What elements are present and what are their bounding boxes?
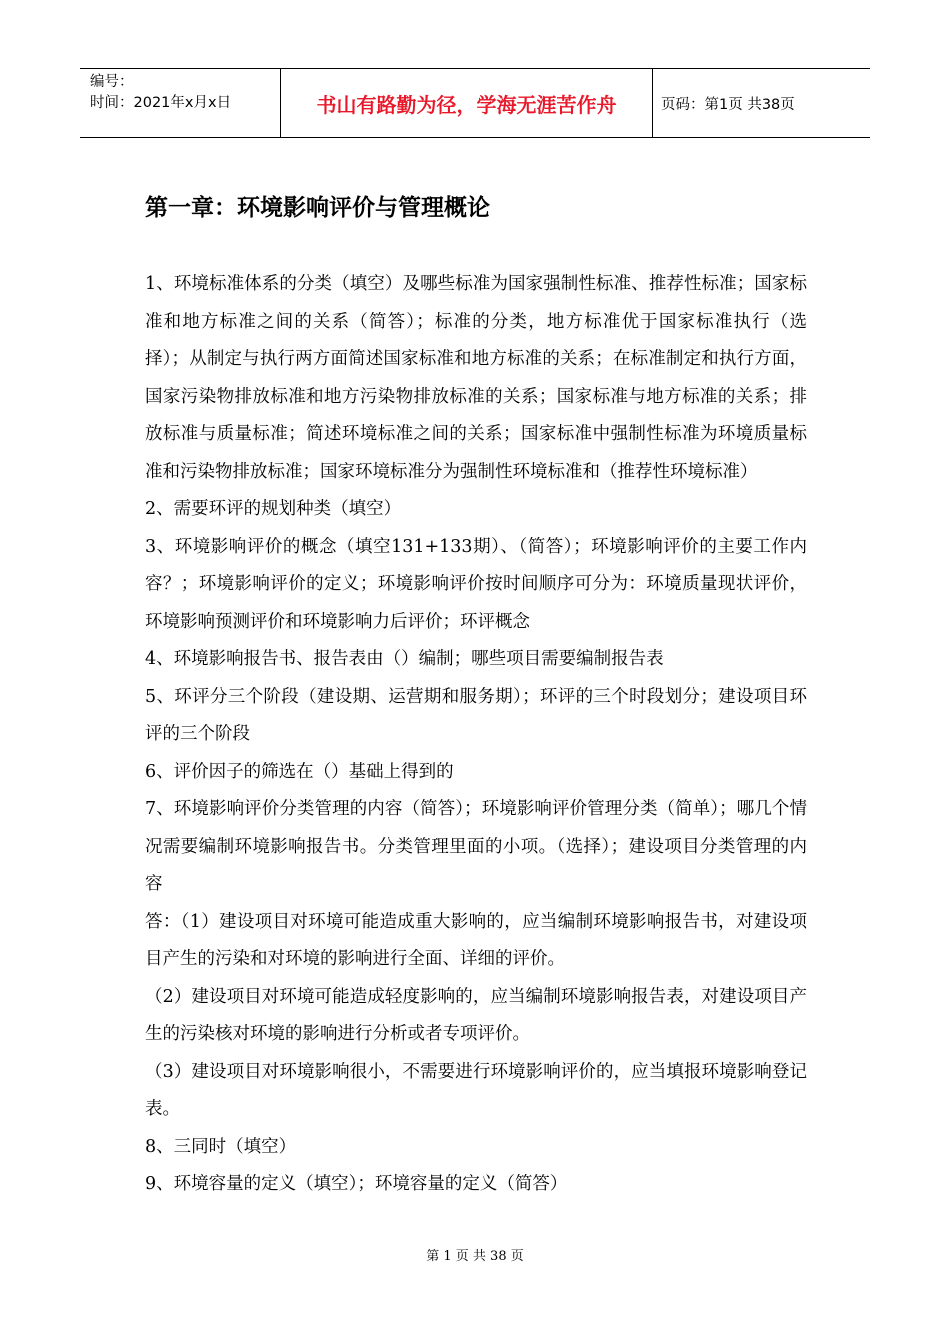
page-footer: 第 1 页 共 38 页: [426, 1249, 524, 1264]
paragraph: 6、评价因子的筛选在（）基础上得到的: [145, 761, 454, 782]
doc-date: 时间：2021年x月x日: [90, 95, 232, 111]
paragraph: 5、环评分三个阶段（建设期、运营期和服务期）；环评的三个时段划分；建设项目环评的三个阶段: [145, 686, 807, 744]
header-motto: 书山有路勤为径，学海无涯苦作舟: [281, 69, 653, 137]
header-page-info: 页码：第1页 共38页: [661, 96, 795, 113]
paragraph: 3、环境影响评价的概念（填空131+133期）、（简答）；环境影响评价的主要工作内容？；环境影响评价的定义；环境影响评价按时间顺序可分为：环境质量现状评价，环境影响预测评价和环境影响力后评价；环评概念: [145, 536, 807, 632]
page-header: [80, 68, 870, 138]
header-meta: [80, 69, 281, 137]
paragraph: 9、环境容量的定义（填空）；环境容量的定义（简答）: [145, 1174, 568, 1194]
paragraph: 1、环境标准体系的分类（填空）及哪些标准为国家强制性标准、推荐性标准；国家标准和地方标准之间的关系（简答）；标准的分类，地方标准优于国家标准执行（选择）；从制定与执行两方面简述国家标准和地方标准的关系；在标准制定和执行方面，国家污染物排放标准和地方污染物排放标准的关系；国家标准与地方标准的关系；排放标准与质量标准；简述环境标准之间的关系；国家标准中强制性标准为环境质量标准和污染物排放标准；国家环境标准分为强制性环境标准和（推荐性环境标准）: [145, 274, 807, 482]
paragraph: 答：（1）建设项目对环境可能造成重大影响的，应当编制环境影响报告书，对建设项目产生的污染和对环境的影响进行全面、详细的评价。: [145, 911, 807, 969]
paragraph: 8、三同时（填空）: [145, 1136, 297, 1157]
chapter-title: 第一章：环境影响评价与管理概论: [145, 195, 490, 221]
document-body: [145, 266, 807, 1204]
doc-number-label: 编号：: [90, 74, 134, 90]
paragraph: 4、环境影响报告书、报告表由（）编制；哪些项目需要编制报告表: [145, 649, 664, 669]
paragraph: （2）建设项目对环境可能造成轻度影响的，应当编制环境影响报告表，对建设项目产生的污染核对环境的影响进行分析或者专项评价。: [145, 986, 807, 1044]
paragraph: （3）建设项目对环境影响很小，不需要进行环境影响评价的，应当填报环境影响登记表。: [145, 1061, 807, 1119]
paragraph: 7、环境影响评价分类管理的内容（简答）；环境影响评价管理分类（简单）；哪几个情况需要编制环境影响报告书。分类管理里面的小项。（选择）；建设项目分类管理的内容: [145, 799, 807, 894]
paragraph: 2、需要环评的规划种类（填空）: [145, 499, 402, 519]
